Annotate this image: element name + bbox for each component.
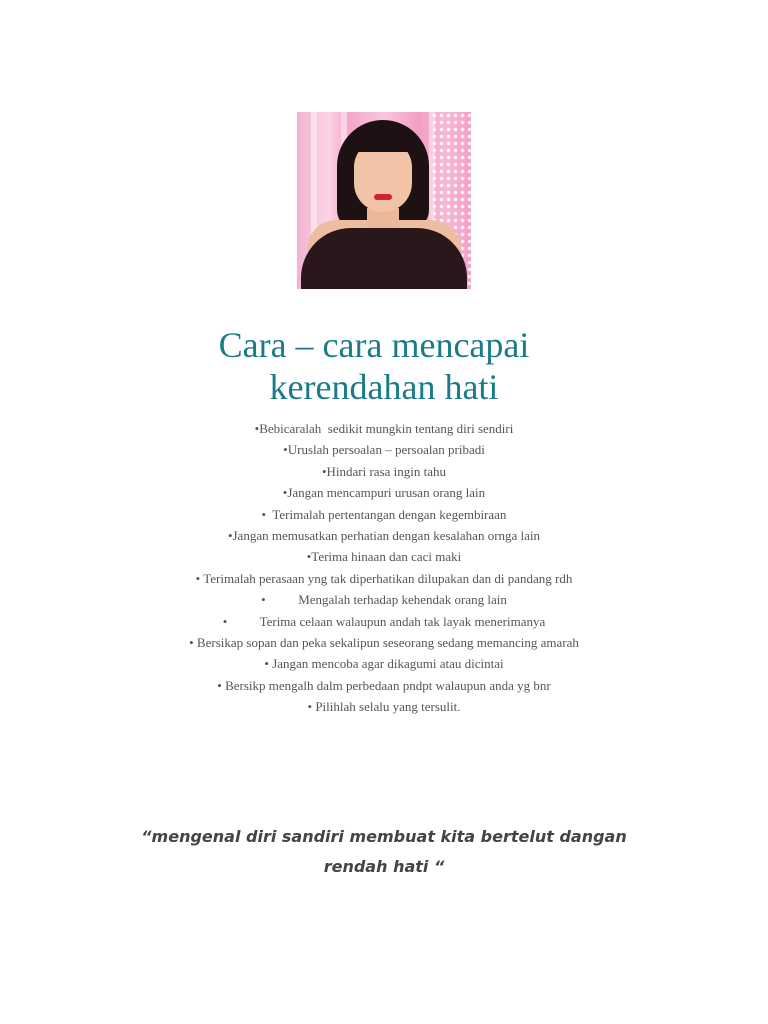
- list-item: • Jangan mencoba agar dikagumi atau dicintai: [264, 656, 504, 672]
- list-item: •Bebicaralah sedikit mungkin tentang diri sendiri: [254, 421, 514, 436]
- list-item: •Jangan mencampuri urusan orang lain: [282, 485, 486, 501]
- quote-line-2: rendah hati “: [323, 857, 445, 876]
- list-item: •Jangan memusatkan perhatian dengan kesalahan ornga lain: [227, 528, 541, 544]
- list-item: •Terima hinaan dan caci maki: [306, 549, 462, 565]
- list-item: • Bersikap sopan dan peka sekalipun seseorang sedang memancing amarah: [189, 635, 579, 651]
- list-item: • Terima celaan walaupun andah tak layak menerimanya: [222, 613, 546, 629]
- page-title: [0, 324, 768, 408]
- quote-line-1: “mengenal diri sandiri membuat kita bertelut dangan: [141, 827, 627, 846]
- title-line-1: Cara – cara mencapai: [218, 325, 530, 365]
- list-item: • Pilihlah selalu yang tersulit.: [307, 699, 461, 715]
- list-item: •Uruslah persoalan – persoalan pribadi: [283, 442, 485, 458]
- list-item: • Bersikp mengalh dalm perbedaan pndpt walaupun anda yg bnr: [217, 677, 551, 693]
- list-item: • Terimalah perasaan yng tak diperhatikan dilupakan dan di pandang rdh: [195, 570, 573, 586]
- title-line-2: kerendahan hati: [269, 367, 499, 407]
- closing-quote: [0, 822, 768, 882]
- list-item: • Mengalah terhadap kehendak orang lain: [261, 592, 507, 608]
- list-item: •Hindari rasa ingin tahu: [321, 463, 447, 479]
- tips-list: [0, 418, 768, 718]
- portrait-photo: [297, 112, 471, 289]
- list-item: • Terimalah pertentangan dengan kegembiraan: [261, 506, 507, 522]
